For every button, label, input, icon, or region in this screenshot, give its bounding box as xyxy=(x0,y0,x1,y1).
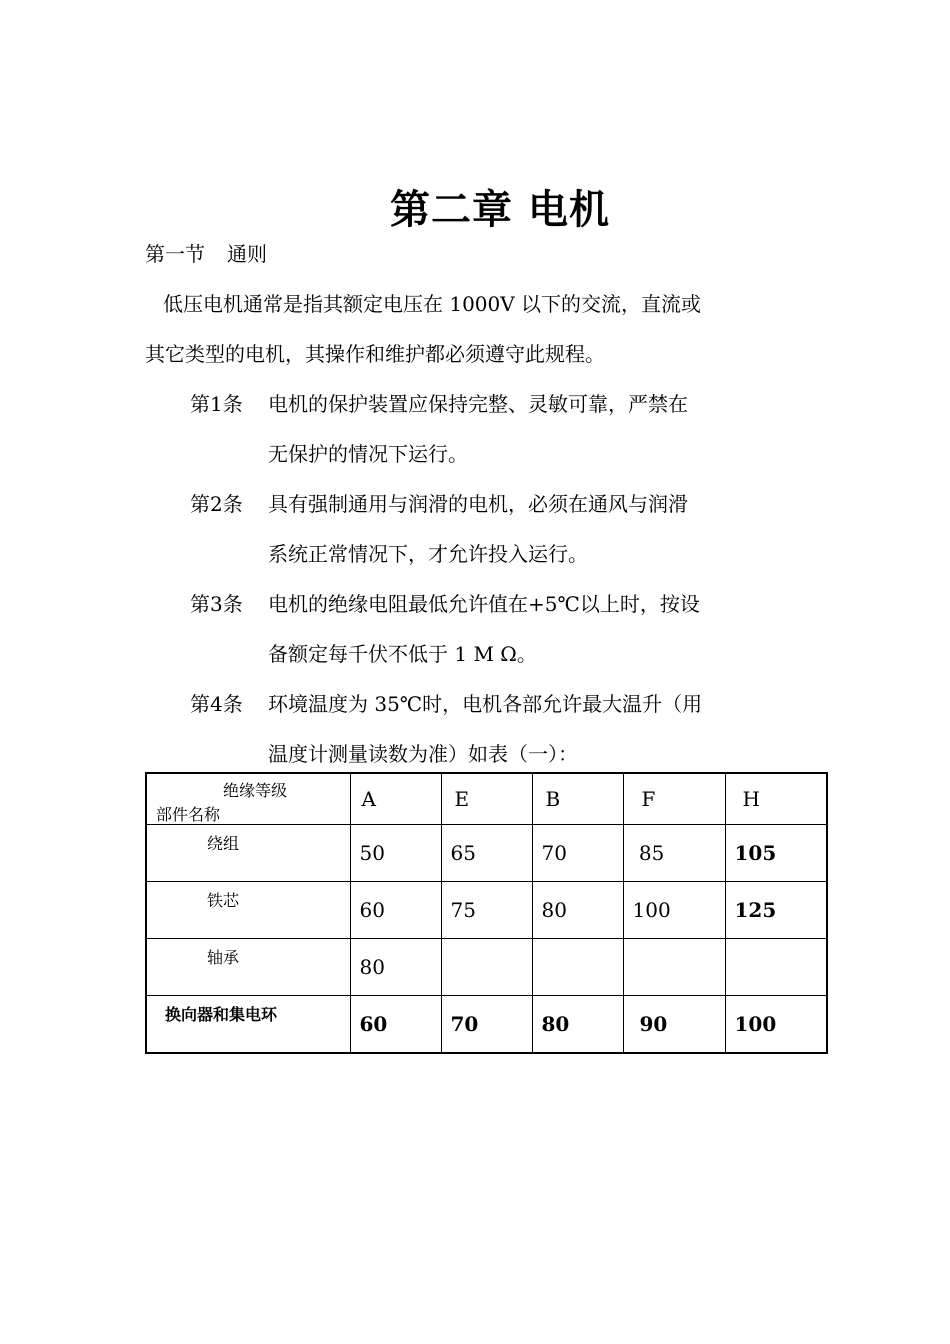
chapter-title: 第二章 电机 xyxy=(390,187,610,233)
table-cell: 90 xyxy=(623,996,725,1054)
table-cell: 65 xyxy=(441,825,532,882)
article-4-number: 第4条 xyxy=(190,692,243,716)
table-cell: 60 xyxy=(350,882,441,939)
table-cell xyxy=(623,939,725,996)
table-header-row xyxy=(146,773,827,825)
table-cell: 80 xyxy=(532,882,623,939)
column-header: F xyxy=(623,773,725,825)
column-header: H xyxy=(725,773,827,825)
column-header: A xyxy=(350,773,441,825)
article-1-line-1: 电机的保护装置应保持完整、灵敏可靠，严禁在 xyxy=(268,392,688,416)
part-name-cell: 轴承 xyxy=(146,939,350,996)
table-cell: 50 xyxy=(350,825,441,882)
table-cell: 125 xyxy=(725,882,827,939)
table-cell: 70 xyxy=(532,825,623,882)
article-1-line-2: 无保护的情况下运行。 xyxy=(268,442,468,466)
table-cell: 75 xyxy=(441,882,532,939)
article-2-line-2: 系统正常情况下，才允许投入运行。 xyxy=(268,542,588,566)
table-cell: 80 xyxy=(350,939,441,996)
part-name-label: 部件名称 xyxy=(156,805,221,824)
article-2-line-1: 具有强制通用与润滑的电机，必须在通风与润滑 xyxy=(268,492,688,516)
article-2-number: 第2条 xyxy=(190,492,243,516)
article-4-line-1: 环境温度为 35℃时，电机各部允许最大温升（用 xyxy=(268,692,703,716)
table-row xyxy=(146,996,827,1054)
table-cell: 100 xyxy=(725,996,827,1054)
table-cell: 100 xyxy=(623,882,725,939)
intro-line-1: 低压电机通常是指其额定电压在 1000V 以下的交流，直流或 xyxy=(163,292,702,316)
article-3-number: 第3条 xyxy=(190,592,243,616)
article-1-number: 第1条 xyxy=(190,392,243,416)
column-header: E xyxy=(441,773,532,825)
section-heading xyxy=(145,238,267,267)
part-name-cell: 换向器和集电环 xyxy=(146,996,350,1054)
temperature-rise-table xyxy=(145,772,828,1054)
article-4-line-2: 温度计测量读数为准）如表（一）： xyxy=(268,742,578,766)
table-cell: 85 xyxy=(623,825,725,882)
table-cell xyxy=(441,939,532,996)
table-cell xyxy=(532,939,623,996)
table-cell: 80 xyxy=(532,996,623,1054)
table-cell xyxy=(725,939,827,996)
section-name: 通则 xyxy=(227,242,267,266)
part-name-cell: 绕组 xyxy=(146,825,350,882)
insulation-class-label: 绝缘等级 xyxy=(223,781,288,800)
section-number: 第一节 xyxy=(145,242,205,266)
part-name-cell: 铁芯 xyxy=(146,882,350,939)
table-row xyxy=(146,939,827,996)
article-3-line-2: 备额定每千伏不低于 1 M Ω。 xyxy=(268,642,537,666)
table-row xyxy=(146,882,827,939)
article-3-line-1: 电机的绝缘电阻最低允许值在+5℃以上时，按设 xyxy=(268,592,700,616)
table-corner-cell xyxy=(146,773,350,825)
table-row xyxy=(146,825,827,882)
table-cell: 105 xyxy=(725,825,827,882)
column-header: B xyxy=(532,773,623,825)
intro-line-2: 其它类型的电机，其操作和维护都必须遵守此规程。 xyxy=(145,342,605,366)
table-cell: 60 xyxy=(350,996,441,1054)
table-cell: 70 xyxy=(441,996,532,1054)
